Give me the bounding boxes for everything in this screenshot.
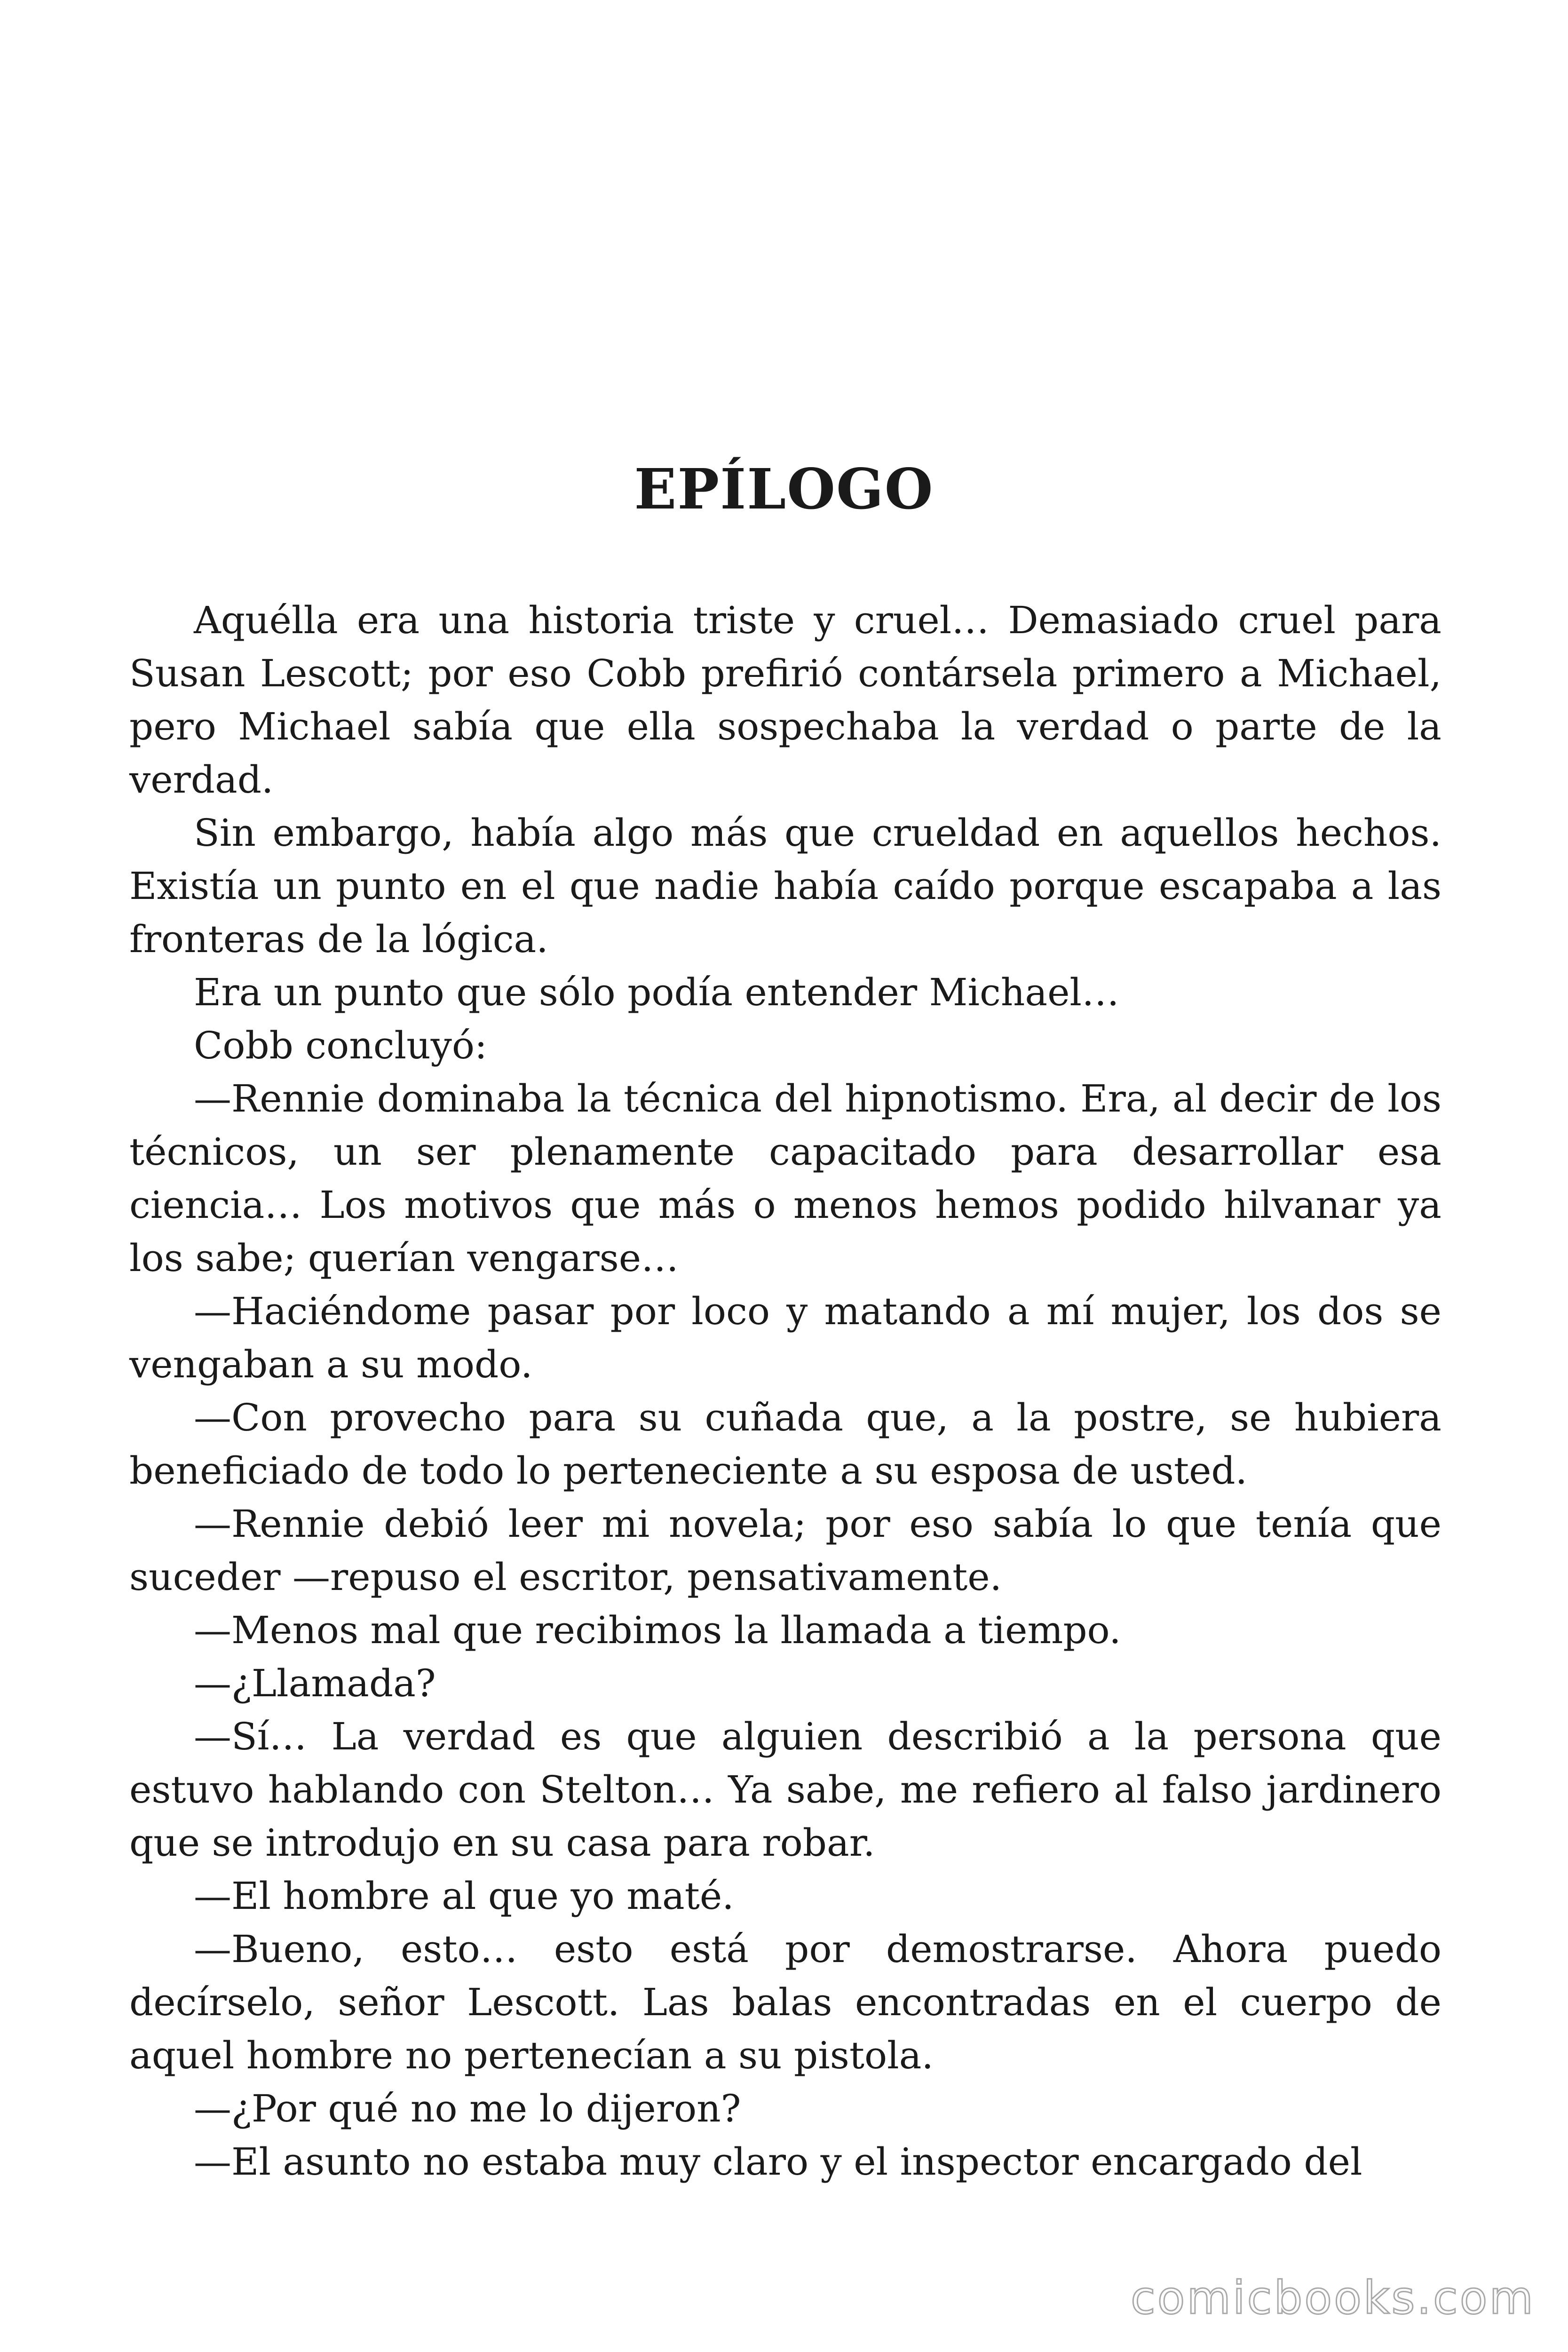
- paragraph: —¿Llamada?: [194, 1661, 436, 1705]
- paragraph: —Haciéndome pasar por loco y matando a mí mujer, los dos se vengaban a su modo.: [129, 1289, 1441, 1386]
- paragraph: —Sí… La verdad es que alguien describió a la persona que estuvo hablando con Stelton… Ya sabe, me refiero al falso jardinero que se introdujo en su casa para robar.: [129, 1715, 1441, 1865]
- paragraph: Aquélla era una historia triste y cruel… Demasiado cruel para Susan Lescott; por eso Cobb prefirió contársela primero a Michael, pero Michael sabía que ella sospechaba la verdad o parte de la verdad.: [129, 598, 1441, 802]
- paragraph: —El asunto no estaba muy claro y el inspector encargado del: [194, 2140, 1362, 2184]
- chapter-title: EPÍLOGO: [634, 456, 934, 522]
- paragraph: —Bueno, esto… esto está por demostrarse. Ahora puedo decírselo, señor Lescott. Las balas encontradas en el cuerpo de aquel hombre no pertenecían a su pistola.: [129, 1927, 1441, 2077]
- paragraph: —Rennie dominaba la técnica del hipnotismo. Era, al decir de los técnicos, un ser plenamente capacitado para desarrollar esa ciencia… Los motivos que más o menos hemos podido hilvanar ya los sabe; querían vengarse…: [129, 1077, 1441, 1280]
- paragraph: Cobb concluyó:: [194, 1024, 487, 1067]
- chapter-body: [129, 594, 1441, 2188]
- paragraph: —Rennie debió leer mi novela; por eso sabía lo que tenía que suceder —repuso el escritor, pensativamente.: [129, 1502, 1441, 1599]
- paragraph: Sin embargo, había algo más que crueldad en aquellos hechos. Existía un punto en el que nadie había caído porque escapaba a las fronteras de la lógica.: [129, 811, 1441, 961]
- site-watermark: comicbooks.com: [1130, 2272, 1535, 2324]
- paragraph: —Con provecho para su cuñada que, a la postre, se hubiera beneficiado de todo lo perteneciente a su esposa de usted.: [129, 1396, 1441, 1493]
- paragraph: —¿Por qué no me lo dijeron?: [194, 2087, 741, 2130]
- paragraph: —Menos mal que recibimos la llamada a tiempo.: [194, 1608, 1121, 1652]
- paragraph: Era un punto que sólo podía entender Michael…: [194, 970, 1120, 1014]
- paragraph: —El hombre al que yo maté.: [194, 1874, 734, 1918]
